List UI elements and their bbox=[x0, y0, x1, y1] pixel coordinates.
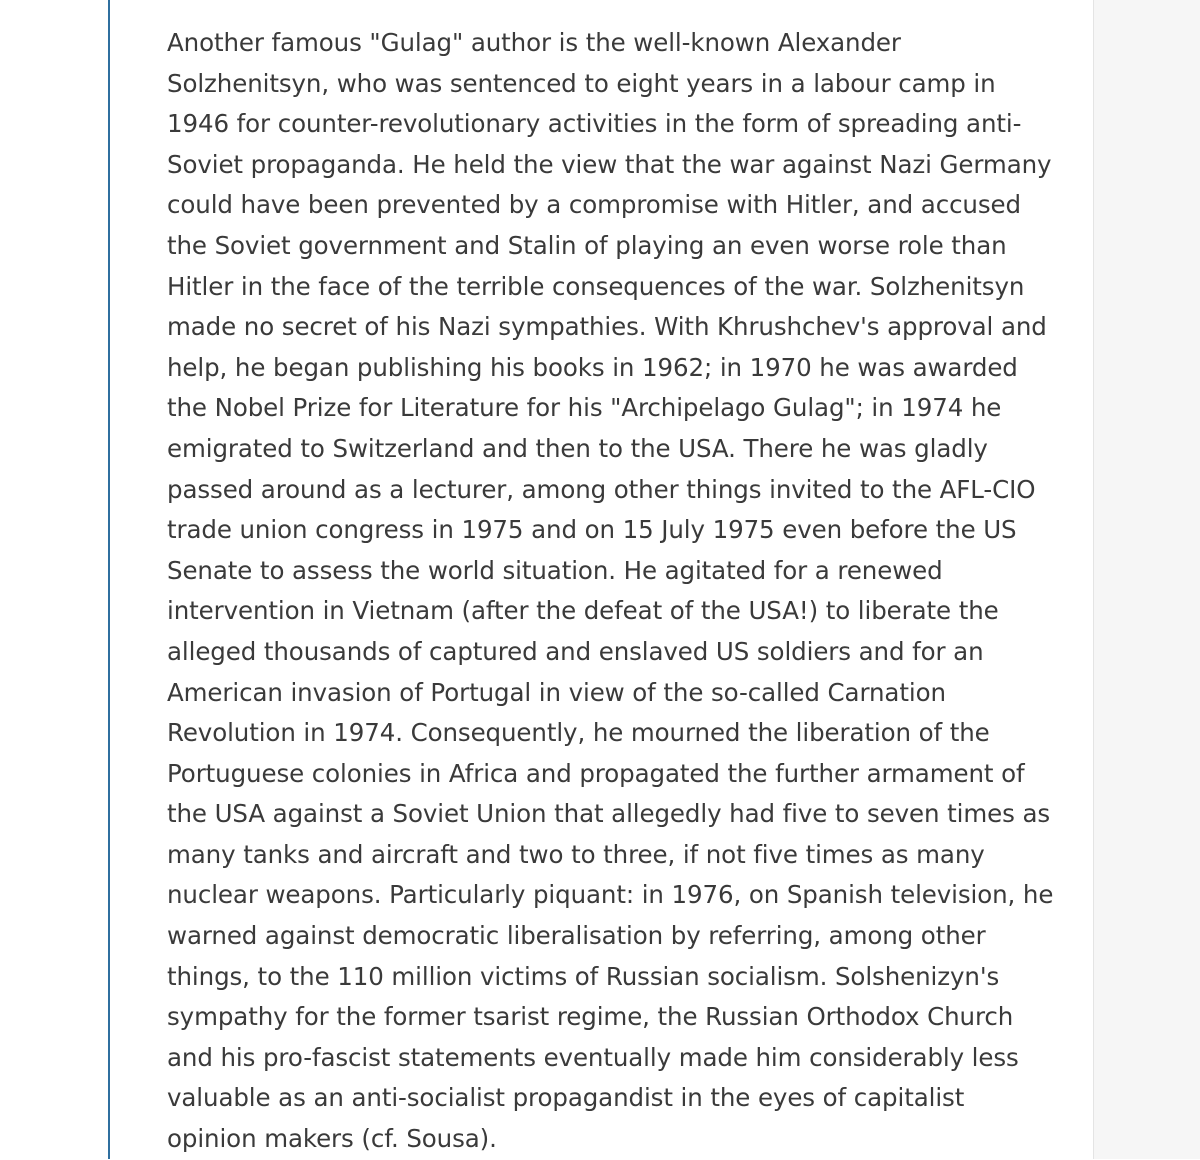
article-content-panel bbox=[108, 0, 1093, 1159]
right-sidebar bbox=[1093, 0, 1200, 1159]
article-paragraph: Another famous "Gulag" author is the well-known Alexander Solzhenitsyn, who was sentenced to eight years in a labour camp in 1946 for counter-revolutionary activities in the form of spreading anti-Soviet propaganda. He held the view that the war against Nazi Germany could have been prevented by a compromise with Hitler, and accused the Soviet government and Stalin of playing an even worse role than Hitler in the face of the terrible consequences of the war. Solzhenitsyn made no secret of his Nazi sympathies. With Khrushchev's approval and help, he began publishing his books in 1962; in 1970 he was awarded the Nobel Prize for Literature for his "Archipelago Gulag"; in 1974 he emigrated to Switzerland and then to the USA. There he was gladly passed around as a lecturer, among other things invited to the AFL-CIO trade union congress in 1975 and on 15 July 1975 even before the US Senate to assess the world situation. He agitated for a renewed intervention in Vietnam (after the defeat of the USA!) to liberate the alleged thousands of captured and enslaved US soldiers and for an American invasion of Portugal in view of the so-called Carnation Revolution in 1974. Consequently, he mourned the liberation of the Portuguese colonies in Africa and propagated the further armament of the USA against a Soviet Union that allegedly had five to seven times as many tanks and aircraft and two to three, if not five times as many nuclear weapons. Particularly piquant: in 1976, on Spanish television, he warned against democratic liberalisation by referring, among other things, to the 110 million victims of Russian socialism. Solshenizyn's sympathy for the former tsarist regime, the Russian Orthodox Church and his pro-fascist statements eventually made him considerably less valuable as an anti-socialist propagandist in the eyes of capitalist opinion makers (cf. Sousa). bbox=[167, 28, 1054, 1154]
left-margin bbox=[0, 0, 108, 1159]
